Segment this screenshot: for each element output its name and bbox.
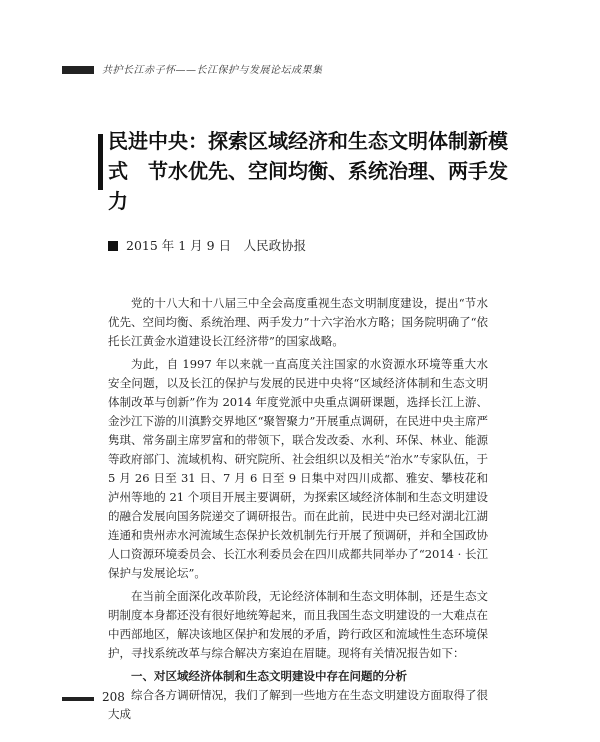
paragraph: 党的十八大和十八届三中全会高度重视生态文明制度建设，提出“节水优先、空间均衡、系统治理、两手发力”十六字治水方略；国务院明确了“依托长江黄金水道建设长江经济带”的国家战略。: [108, 296, 488, 348]
header-marker: [62, 66, 94, 74]
section-heading: 一、对区域经济体制和生态文明建设中存在问题的分析: [131, 669, 407, 683]
title-bar: [98, 134, 103, 190]
page-number: 208: [102, 690, 125, 704]
paragraph: 综合各方调研情况，我们了解到一些地方在生态文明建设方面取得了很大成: [108, 688, 488, 721]
square-bullet-icon: [108, 241, 118, 251]
paragraph: 在当前全面深化改革阶段，无论经济体制和生态文明体制，还是生态文明制度本身都还没有很好地统筹起来，而且我国生态文明建设的一大难点在中西部地区，解决该地区保护和发展的矛盾，跨行政区和流域性生态环境保护，寻找系统改革与综合解决方案迫在眉睫。现将有关情况报告如下：: [108, 589, 488, 660]
date-source: 2015 年 1 月 9 日 人民政协报: [126, 238, 307, 253]
running-header: 共护长江赤子怀——长江保护与发展论坛成果集: [102, 65, 323, 76]
footer-marker: [62, 697, 94, 701]
date-line: [108, 236, 306, 254]
paragraph: 为此，自 1997 年以来就一直高度关注国家的水资源水环境等重大水安全问题，以及长江的保护与发展的民进中央将“区域经济体制和生态文明体制改革与创新”作为 2014 年度党派中央重点调研课题，选择长江上游、金沙江下游的川滇黔交界地区“聚智聚力”开展重点调研，在民进中央主席严隽琪、常务副主席罗富和的带领下，联合发改委、水利、环保、林业、能源等政府部门、流域机构、研究院所、社会组织以及相关“治水”专家队伍，于 5 月 26 日至 31 日、7 月 6 日至 9 日集中对四川成都、雅安、攀枝花和泸州等地的 21 个项目开展主要调研，为探索区域经济体制和生态文明建设的融合发展向国务院递交了调研报告。而在此前，民进中央已经对湖北江湖连通和贵州赤水河流域生态保护长效机制先行开展了预调研，并和全国政协人口资源环境委员会、长江水利委员会在四川成都共同举办了“2014 · 长江保护与发展论坛”。: [108, 357, 488, 580]
article-body: [108, 294, 488, 728]
article-title: 民进中央：探索区域经济和生态文明体制新模式 节水优先、空间均衡、系统治理、两手发力: [108, 129, 508, 213]
